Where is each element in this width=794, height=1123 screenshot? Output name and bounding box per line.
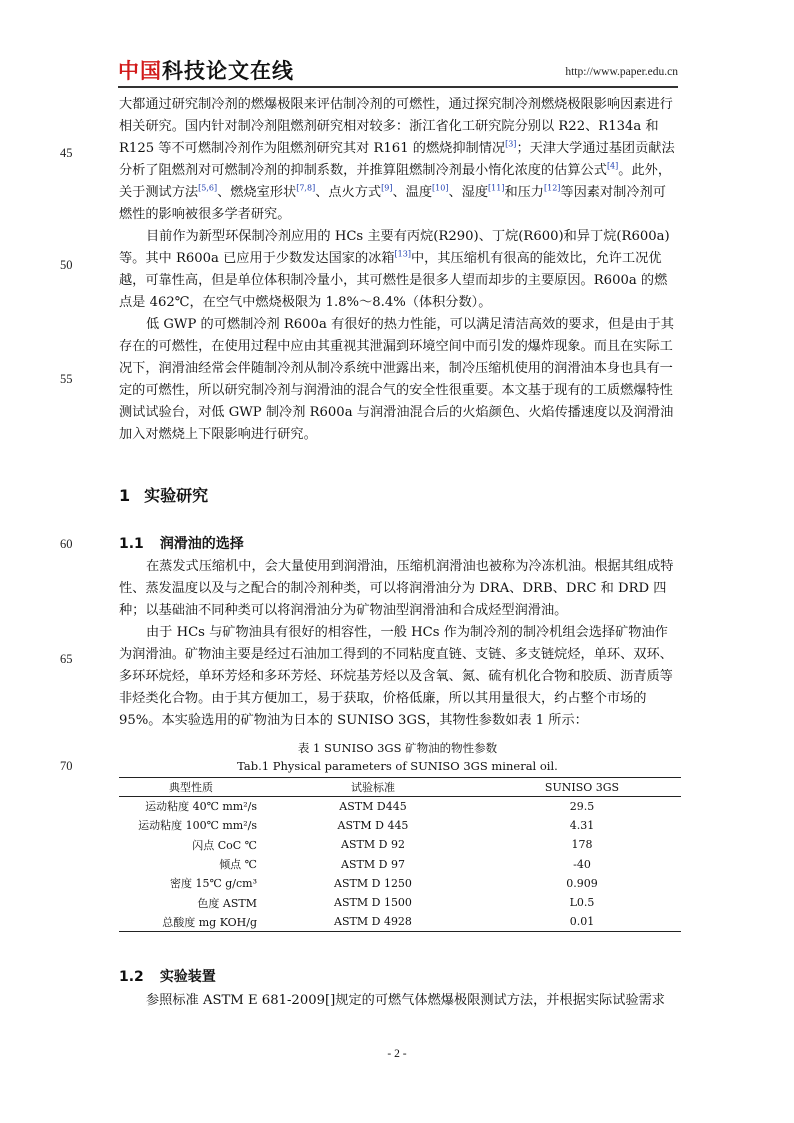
section-title: 实验研究	[144, 486, 209, 505]
table-cell: 总酸度 mg KOH/g	[119, 912, 263, 931]
intro-paragraph-3: 低 GWP 的可燃制冷剂 R600a 有很好的热力性能，可以满足清洁高效的要求，但是由于其存在的可燃性，在使用过程中应由其重视其泄漏到环境空间中而引发的爆炸现象。而且在实际工况下，润滑油经常会伴随制冷剂从制冷系统中泄露出来，制冷压缩机使用的润滑油本身也具有一定的可燃性，所以研究制冷剂与润滑油的混合气的安全性很重要。本文基于现有的工质燃爆特性测试试验台，对低 GWP 制冷剂 R600a 与润滑油混合后的火焰颜色、火焰传播速度以及润滑油加入对燃烧上下限影响进行研究。	[119, 317, 674, 442]
text-run: 、温度	[392, 185, 433, 200]
line-number: 60	[60, 537, 73, 551]
citation-12[interactable]: [12]	[544, 183, 561, 193]
table-row	[119, 854, 681, 873]
line-number: 70	[60, 759, 73, 773]
section-1-1-body	[119, 556, 676, 732]
logo-black-text: 科技论文在线	[162, 59, 294, 83]
table-cell: ASTM D 4928	[263, 912, 483, 931]
table-cell: 运动粘度 40℃ mm²/s	[145, 800, 257, 814]
section-number: 1	[119, 486, 131, 505]
table-caption-en: Tab.1 Physical parameters of SUNISO 3GS mineral oil.	[237, 759, 558, 773]
logo-red-text: 中国	[118, 59, 162, 83]
properties-table	[119, 777, 681, 932]
column-header: 典型性质	[119, 778, 263, 797]
table-cell: 29.5	[569, 799, 595, 813]
column-header: SUNISO 3GS	[483, 778, 681, 797]
paragraph: 参照标准 ASTM E 681-2009[]规定的可燃气体燃爆极限测试方法，并根据实际试验需求	[146, 993, 665, 1008]
subsection-number: 1.2	[119, 969, 144, 985]
text-run: 、点火方式	[315, 185, 382, 200]
text-run: 大都通过研究制冷剂的燃爆极限来评估制冷剂的可燃性，通过探究制冷剂燃烧极限影响因素进行相关研究。国内针对制冷剂阻燃剂研究相对较多：浙江省化工研究院分别以 R22、R134a 和 R125 等不可燃制冷剂作为阻燃剂研究其对 R161 的燃烧抑制情况	[119, 97, 673, 156]
table-cell: ASTM D 1250	[334, 876, 412, 890]
table-cell: 闪点 CoC ℃	[192, 838, 257, 852]
citation-7-8[interactable]: [7,8]	[296, 183, 316, 193]
paragraph: 在蒸发式压缩机中，会大量使用到润滑油，压缩机润滑油也被称为冷冻机油。根据其组成特性、蒸发温度以及与之配合的制冷剂种类，可以将润滑油分为 DRA、DRB、DRC 和 DRD 四种；以基础油不同种类可以将润滑油分为矿物油型润滑油和合成烃型润滑油。	[119, 559, 674, 618]
header-divider	[118, 86, 678, 88]
table-cell: 色度 ASTM	[197, 896, 257, 910]
text-run: 中，其压缩机有很高的能效比，允许工况优越，可靠性高，但是单位体积制冷量小，其可燃性是很多人望而却步的主要原因。R600a 的燃点是 462℃，在空气中燃烧极限为 1.8%～8.4%（体积分数）。	[119, 251, 668, 310]
page-header	[118, 58, 678, 84]
citation-9[interactable]: [9]	[381, 183, 393, 193]
subsection-heading	[119, 966, 216, 986]
citation-5-6[interactable]: [5,6]	[198, 183, 218, 193]
table-caption-cn: 表 1 SUNISO 3GS 矿物油的物性参数	[297, 741, 498, 755]
table-cell: 倾点 ℃	[219, 858, 257, 872]
table-row	[119, 874, 681, 893]
line-number: 65	[60, 652, 73, 666]
table-cell: 密度 15℃ g/cm³	[169, 877, 257, 891]
citation-11[interactable]: [11]	[488, 183, 505, 193]
table-cell: ASTM D445	[339, 799, 407, 813]
text-run: 、燃烧室形状	[217, 185, 297, 200]
text-run: 目前作为新型环保制冷剂应用的 HCs 主要有丙烷(R290)、丁烷(R600)和异丁烷(R600a)等。其中 R600a 已应用于少数发达国家的冰箱	[119, 229, 670, 266]
subsection-title: 润滑油的选择	[159, 536, 244, 552]
table-row	[119, 893, 681, 912]
text-run: 等因素对制冷剂可燃性的影响被很多学者研究。	[119, 185, 666, 222]
site-logo	[118, 58, 294, 84]
citation-3[interactable]: [3]	[505, 139, 517, 149]
intro-paragraph-1	[119, 94, 676, 226]
subsection-number: 1.1	[119, 536, 144, 552]
table-cell: 0.01	[483, 912, 681, 931]
intro-section	[119, 94, 676, 446]
section-heading	[119, 483, 208, 506]
text-run: 和压力	[504, 185, 544, 200]
table-cell: ASTM D 92	[341, 838, 405, 852]
citation-4[interactable]: [4]	[606, 161, 619, 171]
line-number: 55	[60, 372, 73, 386]
citation-10[interactable]: [10]	[432, 183, 449, 193]
paragraph: 由于 HCs 与矿物油具有很好的相容性，一般 HCs 作为制冷剂的制冷机组会选择矿物油作为润滑油。矿物油主要是经过石油加工得到的不同粘度直链、支链、多支链烷烃，单环、双环、多环环烷烃，单环芳烃和多环芳烃、环烷基芳烃以及含氧、氮、硫有机化合物和胶质、沥青质等非烃类化合物。由于其方便加工，易于获取，价格低廉，所以其用量很大，约占整个市场的 95%。本实验选用的矿物油为日本的 SUNISO 3GS，其物性参数如表 1 所示：	[119, 625, 673, 728]
table-header-row	[119, 778, 681, 797]
column-header: 试验标准	[263, 778, 483, 797]
table-cell: 4.31	[569, 818, 595, 832]
table-cell: 0.909	[566, 876, 598, 890]
table-cell: ASTM D 97	[341, 857, 405, 871]
text-run: 。此外，关于测试方法	[119, 163, 672, 200]
table-row	[119, 816, 681, 835]
table-row	[119, 797, 681, 816]
table-cell: -40	[573, 857, 591, 871]
line-number: 50	[60, 258, 73, 272]
table-row	[119, 835, 681, 854]
text-run: 、湿度	[448, 185, 489, 200]
table-cell: ASTM D 445	[337, 818, 409, 832]
subsection-title: 实验装置	[159, 969, 216, 985]
table-cell: 运动粘度 100℃ mm²/s	[138, 819, 257, 833]
subsection-heading	[119, 533, 244, 553]
table-row	[119, 912, 681, 931]
table-cell: 178	[571, 838, 593, 852]
line-number: 45	[60, 146, 73, 160]
site-url[interactable]: http://www.paper.edu.cn	[565, 66, 678, 78]
table-cell: L0.5	[569, 896, 595, 910]
intro-paragraph-2	[119, 226, 676, 314]
citation-13[interactable]: [13]	[394, 249, 411, 259]
text-run: ；天津大学通过基团贡献法分析了阻燃剂对可燃制冷剂的抑制系数，并推算阻燃制冷剂最小惰化浓度的估算公式	[119, 141, 675, 178]
table-cell: ASTM D 1500	[334, 896, 412, 910]
page-number: - 2 -	[387, 1048, 407, 1060]
section-1-2-body	[119, 990, 676, 1012]
